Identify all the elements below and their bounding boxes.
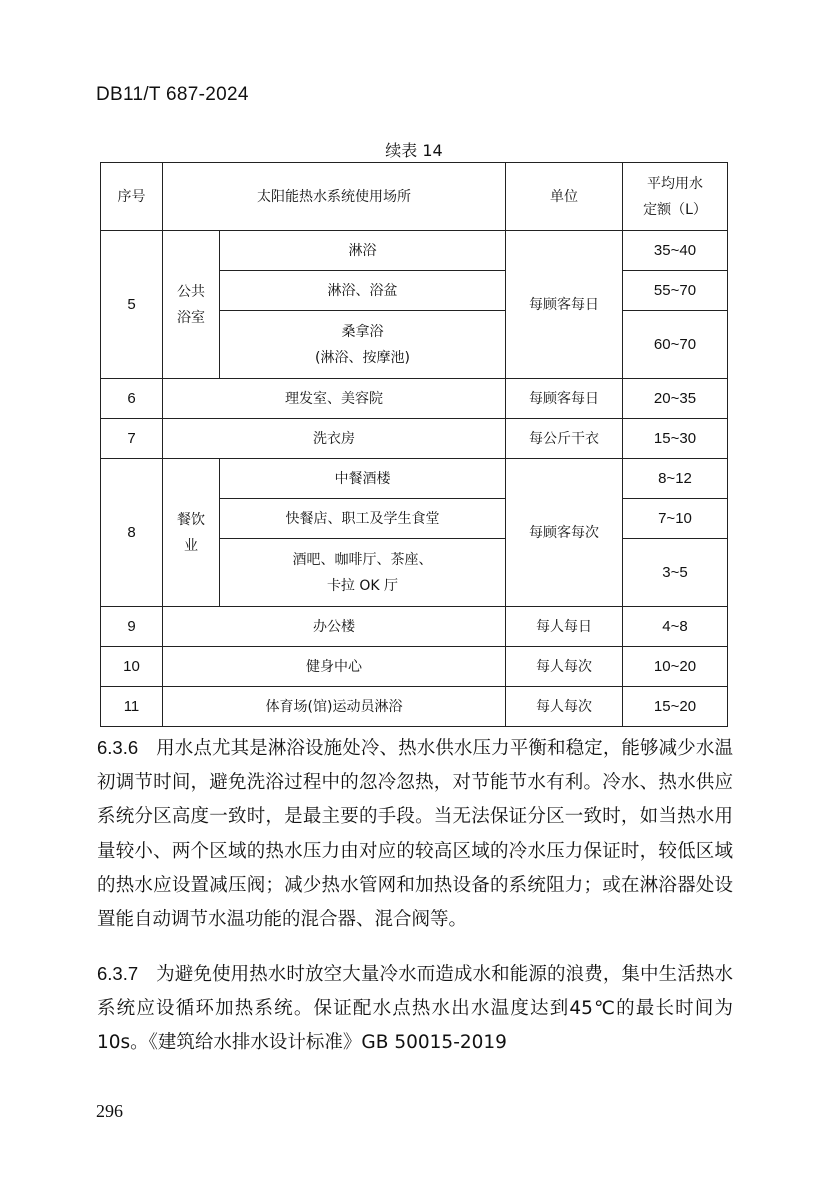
place-cell: 体育场(馆)运动员淋浴 — [163, 687, 506, 727]
table-title: 续表 14 — [385, 141, 443, 160]
quota-cell: 3~5 — [623, 539, 728, 607]
place-line1: 酒吧、咖啡厅、茶座、 — [292, 551, 433, 568]
category-line2: 浴室 — [177, 309, 205, 326]
place-cell: 中餐酒楼 — [220, 459, 506, 499]
place-cell — [220, 539, 506, 607]
table-row — [101, 231, 728, 271]
header-seq: 序号 — [101, 163, 163, 231]
place-line1: 桑拿浴 — [341, 323, 384, 340]
quota-cell: 4~8 — [623, 607, 728, 647]
table-row — [101, 687, 728, 727]
place-cell: 淋浴、浴盆 — [220, 271, 506, 311]
quota-cell: 60~70 — [623, 311, 728, 379]
header-quota-line1: 平均用水 — [647, 175, 703, 192]
category-line2: 业 — [184, 537, 198, 554]
section-number: 6.3.6 — [97, 737, 139, 758]
seq-cell: 11 — [101, 687, 163, 727]
unit-cell: 每人每日 — [506, 607, 623, 647]
section-6-3-7 — [97, 957, 733, 1061]
table-row — [101, 379, 728, 419]
quota-cell: 55~70 — [623, 271, 728, 311]
table-header-row — [101, 163, 728, 231]
seq-cell: 5 — [101, 231, 163, 379]
place-cell: 健身中心 — [163, 647, 506, 687]
quota-cell: 8~12 — [623, 459, 728, 499]
header-unit: 单位 — [506, 163, 623, 231]
place-cell: 快餐店、职工及学生食堂 — [220, 499, 506, 539]
unit-cell: 每人每次 — [506, 647, 623, 687]
unit-cell: 每顾客每日 — [506, 231, 623, 379]
unit-cell: 每人每次 — [506, 687, 623, 727]
section-text: 为避免使用热水时放空大量冷水而造成水和能源的浪费，集中生活热水系统应设循环加热系统。保证配水点热水出水温度达到45℃的最长时间为 10s。《建筑给水排水设计标准》GB 50015-2019 — [97, 964, 733, 1054]
page-number: 296 — [96, 1101, 123, 1121]
quota-cell: 15~20 — [623, 687, 728, 727]
place-cell: 淋浴 — [220, 231, 506, 271]
unit-cell: 每公斤干衣 — [506, 419, 623, 459]
category-cell — [163, 231, 220, 379]
header-quota-line2: 定额（L） — [643, 201, 707, 218]
place-cell: 办公楼 — [163, 607, 506, 647]
place-cell: 理发室、美容院 — [163, 379, 506, 419]
document-code: DB11/T 687-2024 — [96, 84, 249, 105]
table-row — [101, 647, 728, 687]
place-line2: 卡拉 OK 厅 — [326, 577, 399, 594]
header-place: 太阳能热水系统使用场所 — [163, 163, 506, 231]
quota-cell: 7~10 — [623, 499, 728, 539]
seq-cell: 9 — [101, 607, 163, 647]
category-line1: 公共 — [177, 283, 205, 300]
quota-cell: 15~30 — [623, 419, 728, 459]
quota-cell: 10~20 — [623, 647, 728, 687]
unit-cell: 每顾客每日 — [506, 379, 623, 419]
unit-cell: 每顾客每次 — [506, 459, 623, 607]
section-number: 6.3.7 — [97, 963, 139, 984]
category-cell — [163, 459, 220, 607]
seq-cell: 8 — [101, 459, 163, 607]
table-row — [101, 459, 728, 499]
place-line2: (淋浴、按摩池) — [315, 349, 410, 366]
seq-cell: 10 — [101, 647, 163, 687]
water-quota-table — [100, 162, 728, 727]
table-row — [101, 607, 728, 647]
table-row — [101, 419, 728, 459]
place-cell: 洗衣房 — [163, 419, 506, 459]
quota-cell: 20~35 — [623, 379, 728, 419]
quota-cell: 35~40 — [623, 231, 728, 271]
place-cell — [220, 311, 506, 379]
section-text: 用水点尤其是淋浴设施处冷、热水供水压力平衡和稳定，能够减少水温初调节时间，避免洗浴过程中的忽冷忽热，对节能节水有利。冷水、热水供应系统分区高度一致时，是最主要的手段。当无法保证分区一致时，如当热水用量较小、两个区域的热水压力由对应的较高区域的冷水压力保证时，较低区域的热水应设置减压阀；减少热水管网和加热设备的系统阻力；或在淋浴器处设置能自动调节水温功能的混合器、混合阀等。 — [97, 738, 733, 931]
seq-cell: 7 — [101, 419, 163, 459]
header-quota — [623, 163, 728, 231]
section-6-3-6 — [97, 731, 733, 937]
seq-cell: 6 — [101, 379, 163, 419]
category-line1: 餐饮 — [177, 511, 205, 528]
